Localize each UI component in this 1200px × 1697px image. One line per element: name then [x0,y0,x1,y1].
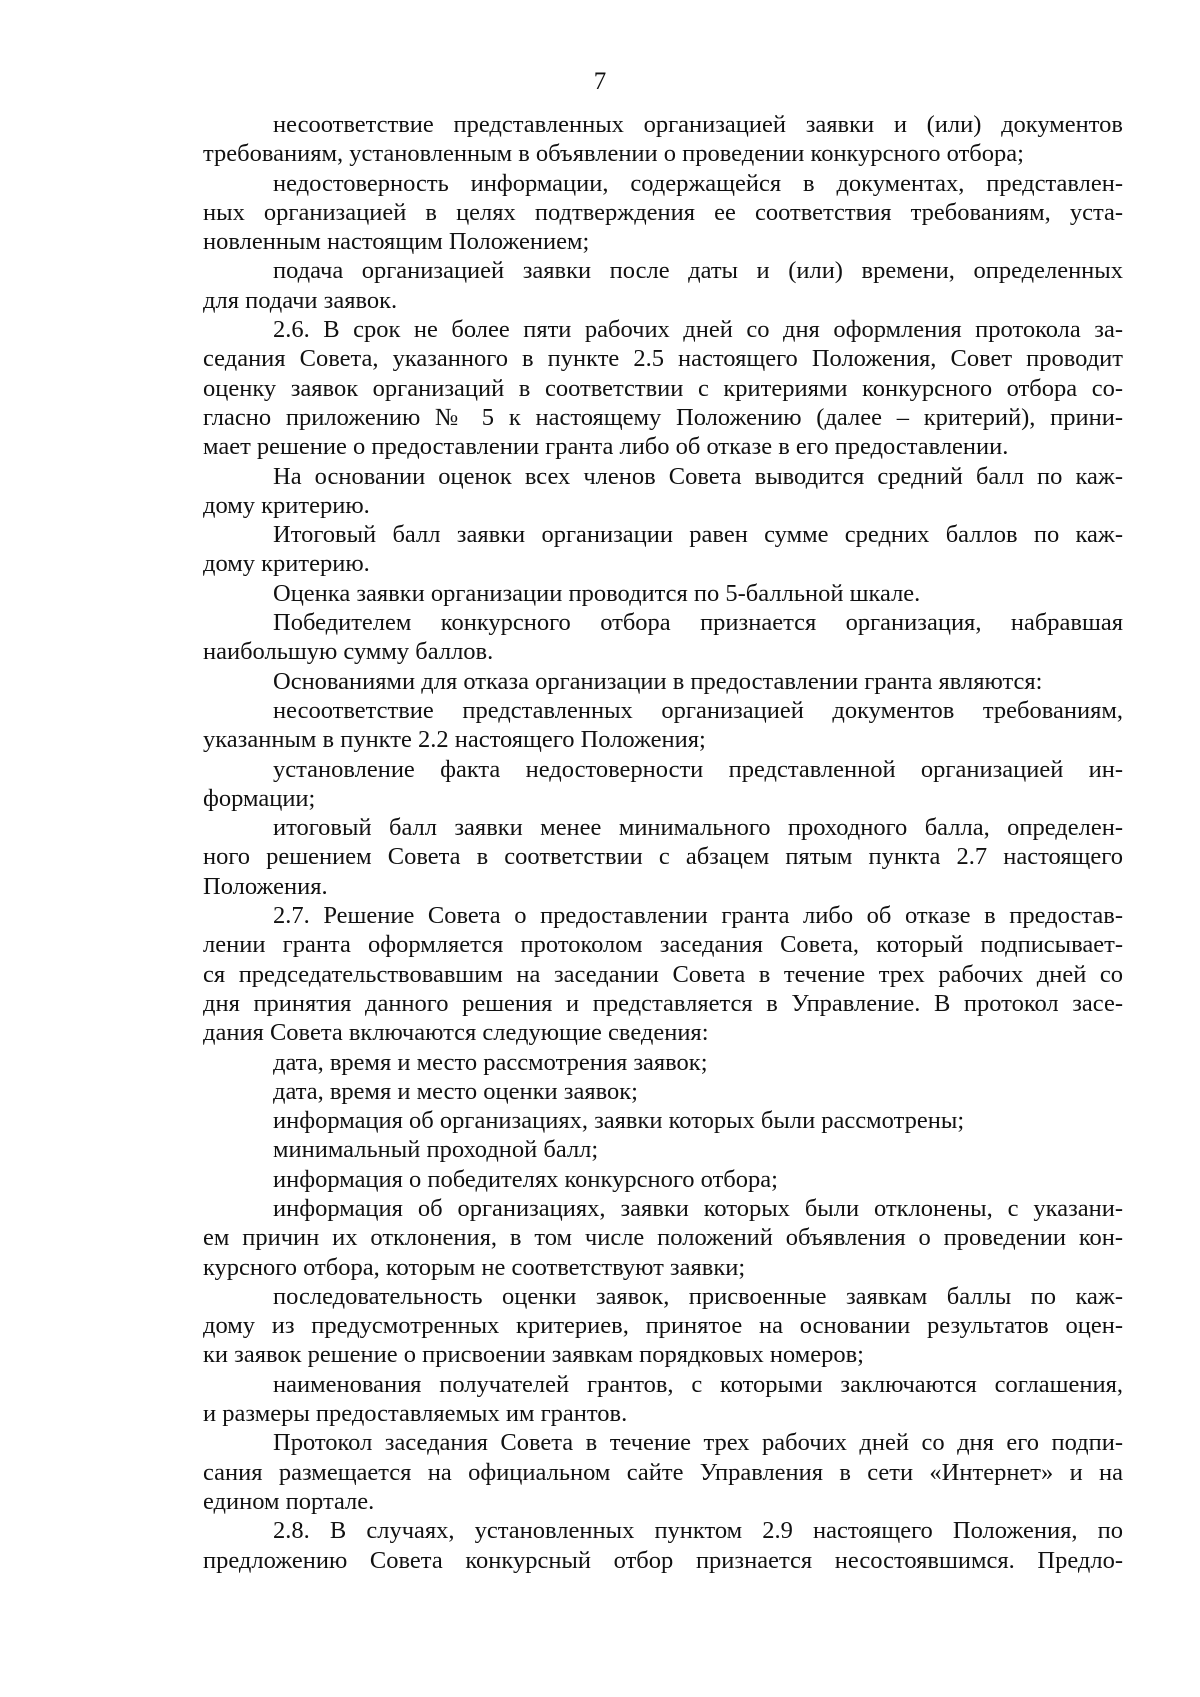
text-line: ем причин их отклонения, в том числе положений объявления о проведении кон- [203,1224,1123,1252]
text-line: несоответствие представленных организацией документов требованиям, [273,696,1123,724]
text-line: Протокол заседания Совета в течение трех рабочих дней со дня его подпи- [273,1429,1123,1457]
text-line: требованиям, установленным в объявлении о проведении конкурсного отбора; [203,140,1024,168]
text-line: Победителем конкурсного отбора признается организация, набравшая [273,609,1123,637]
text-line: подача организацией заявки после даты и (или) времени, определенных [273,257,1123,285]
text-line: ных организацией в целях подтверждения ее соответствия требованиям, уста- [203,198,1123,226]
text-line: дня принятия данного решения и представляется в Управление. В протокол засе- [203,989,1123,1017]
text-line: ного решением Совета в соответствии с абзацем пятым пункта 2.7 настоящего [203,843,1123,871]
text-line: 2.7. Решение Совета о предоставлении гранта либо об отказе в предостав- [273,902,1123,930]
text-line: Положения. [203,872,328,900]
text-line: информация об организациях, заявки которых были отклонены, с указани- [273,1194,1123,1222]
text-line: несоответствие представленных организацией заявки и (или) документов [273,111,1123,138]
text-line: На основании оценок всех членов Совета выводится средний балл по каж- [273,462,1123,490]
page-number: 7 [593,68,607,95]
text-line: дому критерию. [203,550,370,578]
text-line: итоговый балл заявки менее минимального проходного балла, определен- [273,814,1123,842]
text-line: сания размещается на официальном сайте Управления в сети «Интернет» и на [203,1458,1123,1486]
text-line: оценку заявок организаций в соответствии с критериями конкурсного отбора со- [203,374,1123,402]
text-line: информация о победителях конкурсного отбора; [273,1165,778,1193]
text-line: и размеры предоставляемых им грантов. [203,1400,628,1428]
text-line: предложению Совета конкурсный отбор признается несостоявшимся. Предло- [203,1546,1123,1574]
text-line: Основаниями для отказа организации в предоставлении гранта являются: [273,667,1043,695]
text-line: дата, время и место рассмотрения заявок; [273,1048,708,1076]
text-line: информация об организациях, заявки которых были рассмотрены; [273,1107,965,1135]
text-line: дания Совета включаются следующие сведения: [203,1019,709,1047]
document-body [203,110,1123,1575]
text-line: новленным настоящим Положением; [203,228,590,256]
text-line: Оценка заявки организации проводится по 5-балльной шкале. [273,579,921,607]
text-line: последовательность оценки заявок, присвоенные заявкам баллы по каж- [273,1282,1123,1310]
text-line: минимальный проходной балл; [273,1136,599,1164]
text-line: дому критерию. [203,491,370,519]
text-line: гласно приложению № 5 к настоящему Положению (далее – критерий), прини- [203,403,1123,431]
text-line: ся председательствовавшим на заседании Совета в течение трех рабочих дней со [203,960,1123,988]
text-line: для подачи заявок. [203,286,398,314]
text-line: 2.8. В случаях, установленных пунктом 2.9 настоящего Положения, по [273,1517,1123,1545]
text-line: недостоверность информации, содержащейся в документах, представлен- [273,169,1123,197]
text-line: курсного отбора, которым не соответствуют заявки; [203,1253,746,1281]
text-line: Итоговый балл заявки организации равен сумме средних баллов по каж- [273,521,1123,549]
text-line: мает решение о предоставлении гранта либо об отказе в его предоставлении. [203,433,1009,461]
text-line: 2.6. В срок не более пяти рабочих дней со дня оформления протокола за- [273,316,1123,344]
text-line: седания Совета, указанного в пункте 2.5 настоящего Положения, Совет проводит [203,345,1123,373]
text-line: едином портале. [203,1487,375,1515]
text-line: ки заявок решение о присвоении заявкам порядковых номеров; [203,1341,864,1369]
text-line: дому из предусмотренных критериев, принятое на основании результатов оцен- [203,1312,1123,1340]
text-line: наибольшую сумму баллов. [203,638,494,666]
text-line: формации; [203,784,316,812]
text-line: лении гранта оформляется протоколом заседания Совета, который подписывает- [203,931,1123,959]
text-line: указанным в пункте 2.2 настоящего Положения; [203,726,706,754]
text-line: дата, время и место оценки заявок; [273,1077,638,1105]
text-line: наименования получателей грантов, с которыми заключаются соглашения, [273,1370,1123,1398]
text-line: установление факта недостоверности представленной организацией ин- [273,755,1123,783]
